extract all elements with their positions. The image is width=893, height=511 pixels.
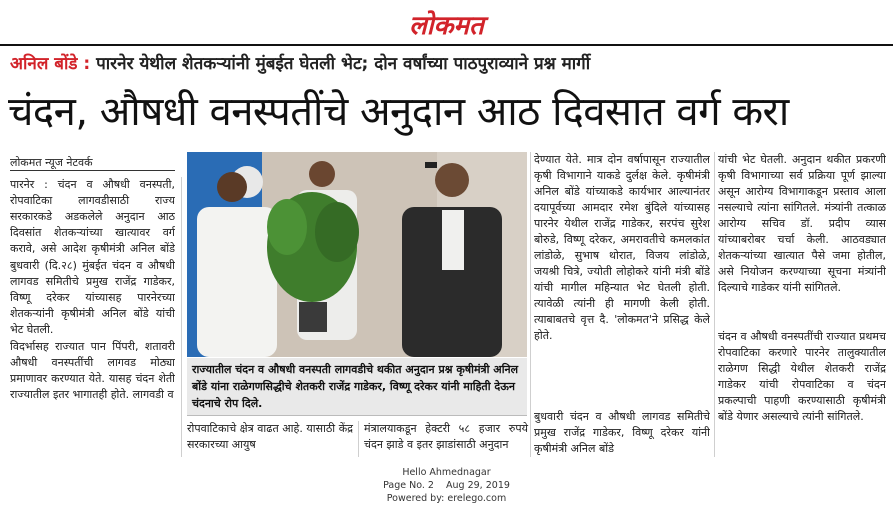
paragraph: बुधवारी (दि.२८) मुंबईत चंदन व औषधी लागवड समितीचे प्रमुख राजेंद्र गाडेकर, विष्णू दरेकर यांच्यासह पारनेरच्या शेतकऱ्यांनी कृषीमंत्री अनिल बोंडे यांची भेट घेतली. [10, 259, 175, 336]
article-column-1 [10, 177, 175, 436]
footer [0, 466, 893, 505]
byline: लोकमत न्यूज नेटवर्क [10, 156, 93, 169]
article-column-2a [187, 421, 353, 454]
kicker [10, 51, 890, 74]
column-divider [181, 177, 182, 457]
footer-powered: Powered by: erelego.com [386, 493, 507, 504]
masthead [0, 6, 893, 42]
headline: चंदन, औषधी वनस्पतींचे अनुदान आठ दिवसात वर्ग करा [8, 89, 789, 135]
kicker-name: अनिल बोंडे : [10, 54, 91, 74]
paragraph: बुधवारी चंदन व औषधी लागवड समितीचे प्रमुख राजेंद्र गाडेकर, विष्णू दरेकर यांनी कृषीमंत्री अनिल बोंडे [534, 410, 710, 455]
masthead-rule [0, 44, 893, 46]
column-divider [358, 421, 359, 457]
photo-illustration [187, 152, 527, 357]
paragraph: विदर्भासह राज्यात पान पिंपरी, शतावरी औषधी वनस्पतींची लागवड मोठ्या प्रमाणावर करण्यात येते. यासह चंदन शेती राज्यातील इतर भागातही होते. लागवडी व [10, 340, 175, 401]
column-divider [530, 152, 531, 457]
paragraph: रोपवाटिकाचे क्षेत्र वाढत आहे. यासाठी केंद्र सरकारच्या आयुष [187, 422, 353, 451]
column-divider [714, 152, 715, 457]
article-column-3 [534, 152, 710, 460]
byline-rule [10, 170, 175, 171]
person-left [197, 207, 277, 357]
footer-edition: Hello Ahmednagar [402, 467, 491, 478]
article-column-4 [718, 152, 886, 458]
footer-page: Page No. 2 Aug 29, 2019 [383, 480, 510, 491]
paragraph: मंत्रालयाकडून हेक्टरी ५८ हजार रुपये चंदन झाडे व इतर झाडांसाठी अनुदान [364, 422, 528, 451]
kicker-text: पारनेर येथील शेतकऱ्यांनी मुंबईत घेतली भेट; दोन वर्षांच्या पाठपुराव्याने प्रश्न मार्गी [90, 54, 591, 74]
paragraph: यांची भेट घेतली. अनुदान थकीत प्रकरणी कृषी विभागाच्या सर्व प्रक्रिया पूर्ण झाल्या असून आरोग्य विभागाकडून प्रस्ताव आला नसल्याचे त्यांना सांगितले. मंत्र्यांनी तत्काळ आरोग्य सचिव डॉ. प्रदीप व्यास यांच्याबरोबर चर्चा केली. आठवड्यात शेतकऱ्यांच्या खात्यात पैसे जमा होतील, असे नियोजन करण्याच्या सूचना मंत्र्यांनी दिल्याचे गाडेकर यांनी सांगितले. [718, 153, 886, 294]
news-photo [187, 152, 527, 357]
masthead-logo: लोकमत [409, 11, 484, 41]
paragraph: पारनेर : चंदन व औषधी वनस्पती, रोपवाटिका लागवडीसाठी राज्य सरकारकडे अडकलेले अनुदान आठ दिवसांत शेतकऱ्यांच्या खात्यावर वर्ग करावे, असे आदेश कृषीमंत्री अनिल बोंडे [10, 178, 175, 255]
article-column-2b [364, 421, 528, 454]
paragraph: देण्यात येते. मात्र दोन वर्षापासून राज्यातील कृषी विभागाने याकडे दुर्लक्ष केले. कृषीमंत्री अनिल बोंडे यांच्याकडे कार्यभार आल्यानंतर दयापूर्वच्या आमदार रमेश बुंदिले यांच्यासह पारनेर येथील राजेंद्र गाडेकर, सरपंच सुरेश बोरुडे, विष्णू दरेकर, अमरावतीचे कमलकांत लांडोळे, सुभाष थोरात, विजय लांडोळे, जयश्री चित्रे, ज्योती लोहोकरे यांनी मंत्री बोंडे यांची मागील महिन्यात भेट घेतली होती. त्यावेळी त्यांनी ही मागणी केली होती. त्याबाबतचे वृत्त दै. 'लोकमत'ने प्रसिद्ध केले होते. [534, 153, 710, 342]
photo-caption: राज्यातील चंदन व औषधी वनस्पती लागवडीचे थकीत अनुदान प्रश्न कृषीमंत्री अनिल बोंडे यांना राळेगणसिद्धीचे शेतकरी राजेंद्र गाडेकर, विष्णू दरेकर यांनी माहिती देऊन चंदनाचे रोप दिले. [187, 358, 527, 416]
paragraph: चंदन व औषधी वनस्पतींची राज्यात प्रथमच रोपवाटिका करणारे पारनेर तालुक्यातील राळेगण सिद्धी येथील शेतकरी राजेंद्र गाडेकर यांची रोपवाटिका व चंदन प्रकल्पाची पाहणी करण्यासाठी कृषीमंत्री बोंडे येणार असल्याचे त्यांनी सांगितले. [718, 330, 886, 423]
